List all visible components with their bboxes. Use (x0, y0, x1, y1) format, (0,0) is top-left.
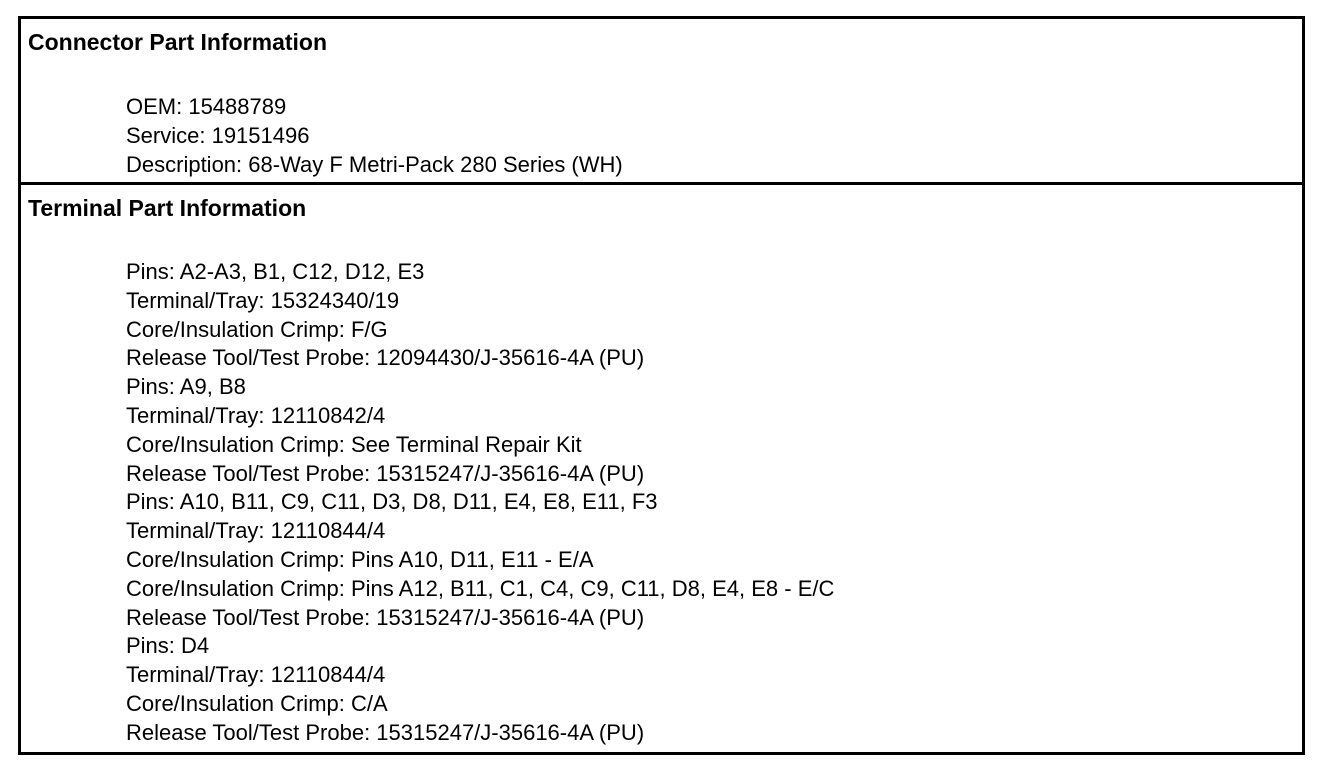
terminal-info-line: Pins: D4 (126, 633, 210, 659)
terminal-info-line: Terminal/Tray: 12110842/4 (126, 402, 386, 428)
terminal-info-list (126, 258, 834, 748)
terminal-info-line: Release Tool/Test Probe: 15315247/J-35616-4A (PU) (126, 604, 645, 630)
terminal-info-line: Core/Insulation Crimp: Pins A10, D11, E11 - E/A (126, 546, 594, 572)
part-information-table (18, 16, 1305, 755)
terminal-info-line: Terminal/Tray: 12110844/4 (126, 662, 386, 688)
terminal-info-line: Core/Insulation Crimp: Pins A12, B11, C1, C4, C9, C11, D8, E4, E8 - E/C (126, 575, 835, 601)
connector-section-title: Connector Part Information (28, 29, 328, 55)
terminal-info-line: Release Tool/Test Probe: 12094430/J-35616-4A (PU) (126, 345, 645, 371)
connector-info-line: OEM: 15488789 (126, 94, 287, 119)
terminal-info-line: Release Tool/Test Probe: 15315247/J-35616-4A (PU) (126, 460, 645, 486)
connector-info-list (126, 93, 623, 179)
terminal-info-line: Terminal/Tray: 15324340/19 (126, 287, 400, 313)
connector-info-line: Service: 19151496 (126, 122, 310, 148)
terminal-section-title: Terminal Part Information (28, 195, 307, 221)
terminal-info-line: Release Tool/Test Probe: 15315247/J-35616-4A (PU) (126, 719, 645, 745)
connector-info-line: Description: 68-Way F Metri-Pack 280 Series (WH) (126, 151, 623, 177)
terminal-info-line: Core/Insulation Crimp: See Terminal Repair Kit (126, 431, 582, 457)
terminal-info-line: Pins: A9, B8 (126, 374, 246, 400)
connector-part-section (21, 19, 1302, 185)
terminal-info-line: Core/Insulation Crimp: F/G (126, 316, 388, 342)
terminal-info-line: Pins: A2-A3, B1, C12, D12, E3 (126, 259, 425, 284)
terminal-info-line: Pins: A10, B11, C9, C11, D3, D8, D11, E4, E8, E11, F3 (126, 489, 658, 515)
terminal-part-section (21, 185, 1302, 752)
terminal-info-line: Core/Insulation Crimp: C/A (126, 690, 388, 716)
terminal-info-line: Terminal/Tray: 12110844/4 (126, 518, 386, 544)
